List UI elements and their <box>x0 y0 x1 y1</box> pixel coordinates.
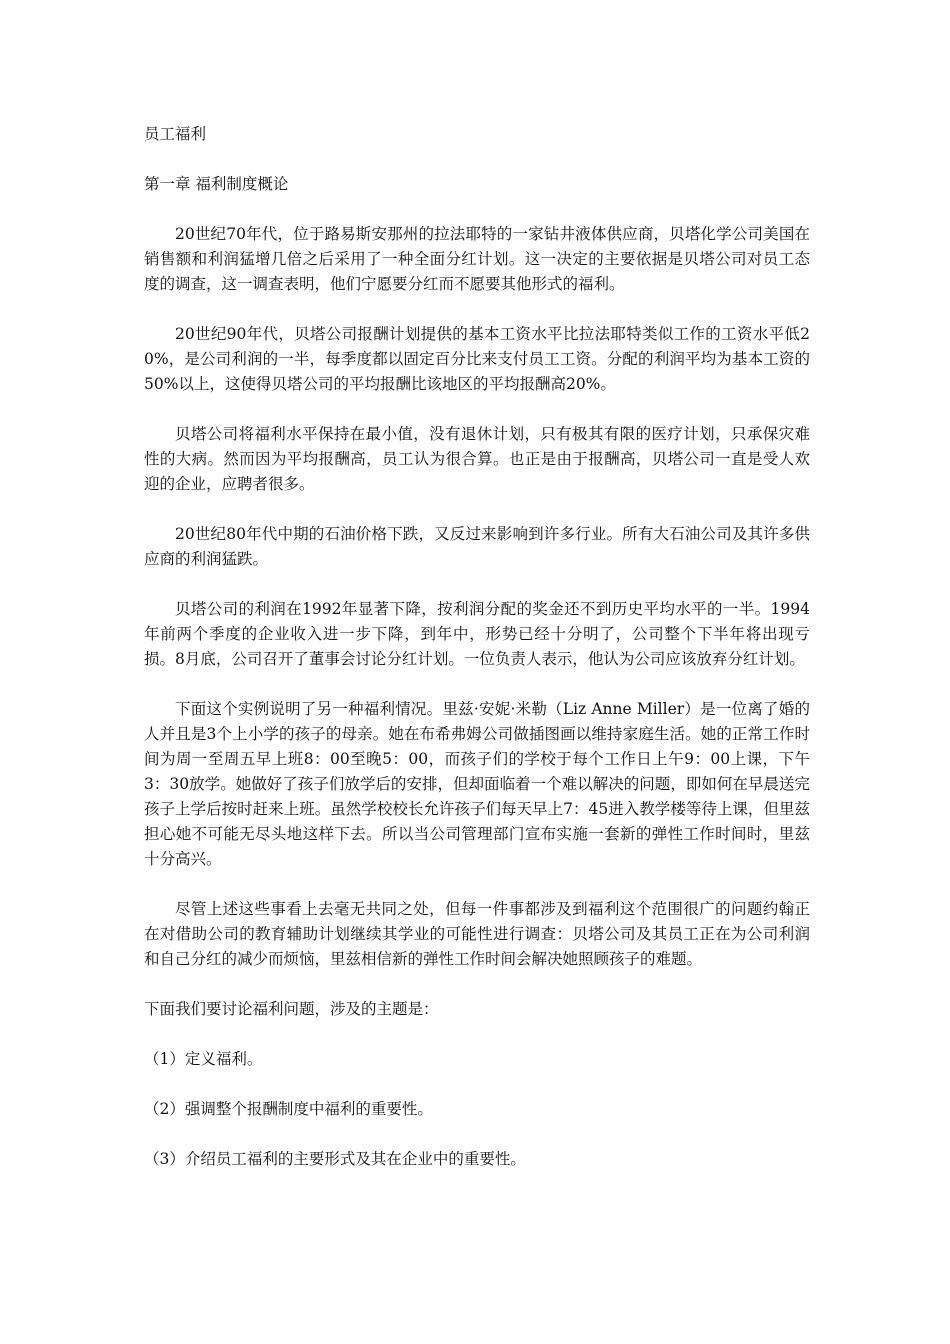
topics-intro: 下面我们要讨论福利问题，涉及的主题是： <box>144 1000 439 1018</box>
paragraph-5: 贝塔公司的利润在1992年显著下降，按利润分配的奖金还不到历史平均水平的一半。1994年前两个季度的企业收入进一步下降，到年中，形势已经十分明了，公司整个下半年将出现亏损。8月底，公司召开了董事会讨论分红计划。一位负责人表示，他认为公司应该放弃分红计划。 <box>144 600 810 668</box>
paragraph-7: 尽管上述这些事看上去毫无共同之处，但每一件事都涉及到福利这个范围很广的问题约翰正在对借助公司的教育辅助计划继续其学业的可能性进行调查：贝塔公司及其员工正在为公司利润和自己分红的减少而烦恼，里兹相信新的弹性工作时间会解决她照顾孩子的难题。 <box>144 900 810 968</box>
paragraph-4: 20世纪80年代中期的石油价格下跌，又反过来影响到许多行业。所有大石油公司及其许多供应商的利润猛跌。 <box>144 525 810 568</box>
paragraph-1: 20世纪70年代，位于路易斯安那州的拉法耶特的一家钻井液体供应商，贝塔化学公司美国在销售额和利润猛增几倍之后采用了一种全面分红计划。这一决定的主要依据是贝塔公司对员工态度的调查，这一调查表明，他们宁愿要分红而不愿要其他形式的福利。 <box>144 225 810 293</box>
paragraph-6: 下面这个实例说明了另一种福利情况。里兹·安妮·米勒（Liz Anne Miller）是一位离了婚的人并且是3个上小学的孩子的母亲。她在布希弗姆公司做插图画以维持家庭生活。她的正常工作时间为周一至周五早上班8：00至晚5：00，而孩子们的学校于每个工作日上午9：00上课，下午3：30放学。她做好了孩子们放学后的安排，但却面临着一个难以解决的问题，即如何在早晨送完孩子上学后按时赶来上班。虽然学校校长允许孩子们每天早上7：45进入教学楼等待上课，但里兹担心她不可能无尽头地这样下去。所以当公司管理部门宣布实施一套新的弹性工作时间时，里兹十分高兴。 <box>144 700 810 868</box>
topic-item-2: （2）强调整个报酬制度中福利的重要性。 <box>144 1100 433 1118</box>
paragraph-2: 20世纪90年代，贝塔公司报酬计划提供的基本工资水平比拉法耶特类似工作的工资水平低20%，是公司利润的一半，每季度都以固定百分比来支付员工工资。分配的利润平均为基本工资的50%以上，这使得贝塔公司的平均报酬比该地区的平均报酬高20%。 <box>144 325 810 393</box>
topic-item-1: （1）定义福利。 <box>144 1050 263 1068</box>
paragraph-3: 贝塔公司将福利水平保持在最小值，没有退休计划，只有极其有限的医疗计划，只承保灾难性的大病。然而因为平均报酬高，员工认为很合算。也正是由于报酬高，贝塔公司一直是受人欢迎的企业，应聘者很多。 <box>144 425 810 493</box>
document-body <box>144 122 810 1197</box>
chapter-heading: 第一章 福利制度概论 <box>144 175 289 193</box>
document-title: 员工福利 <box>144 125 207 143</box>
topic-item-3: （3）介绍员工福利的主要形式及其在企业中的重要性。 <box>144 1150 526 1168</box>
